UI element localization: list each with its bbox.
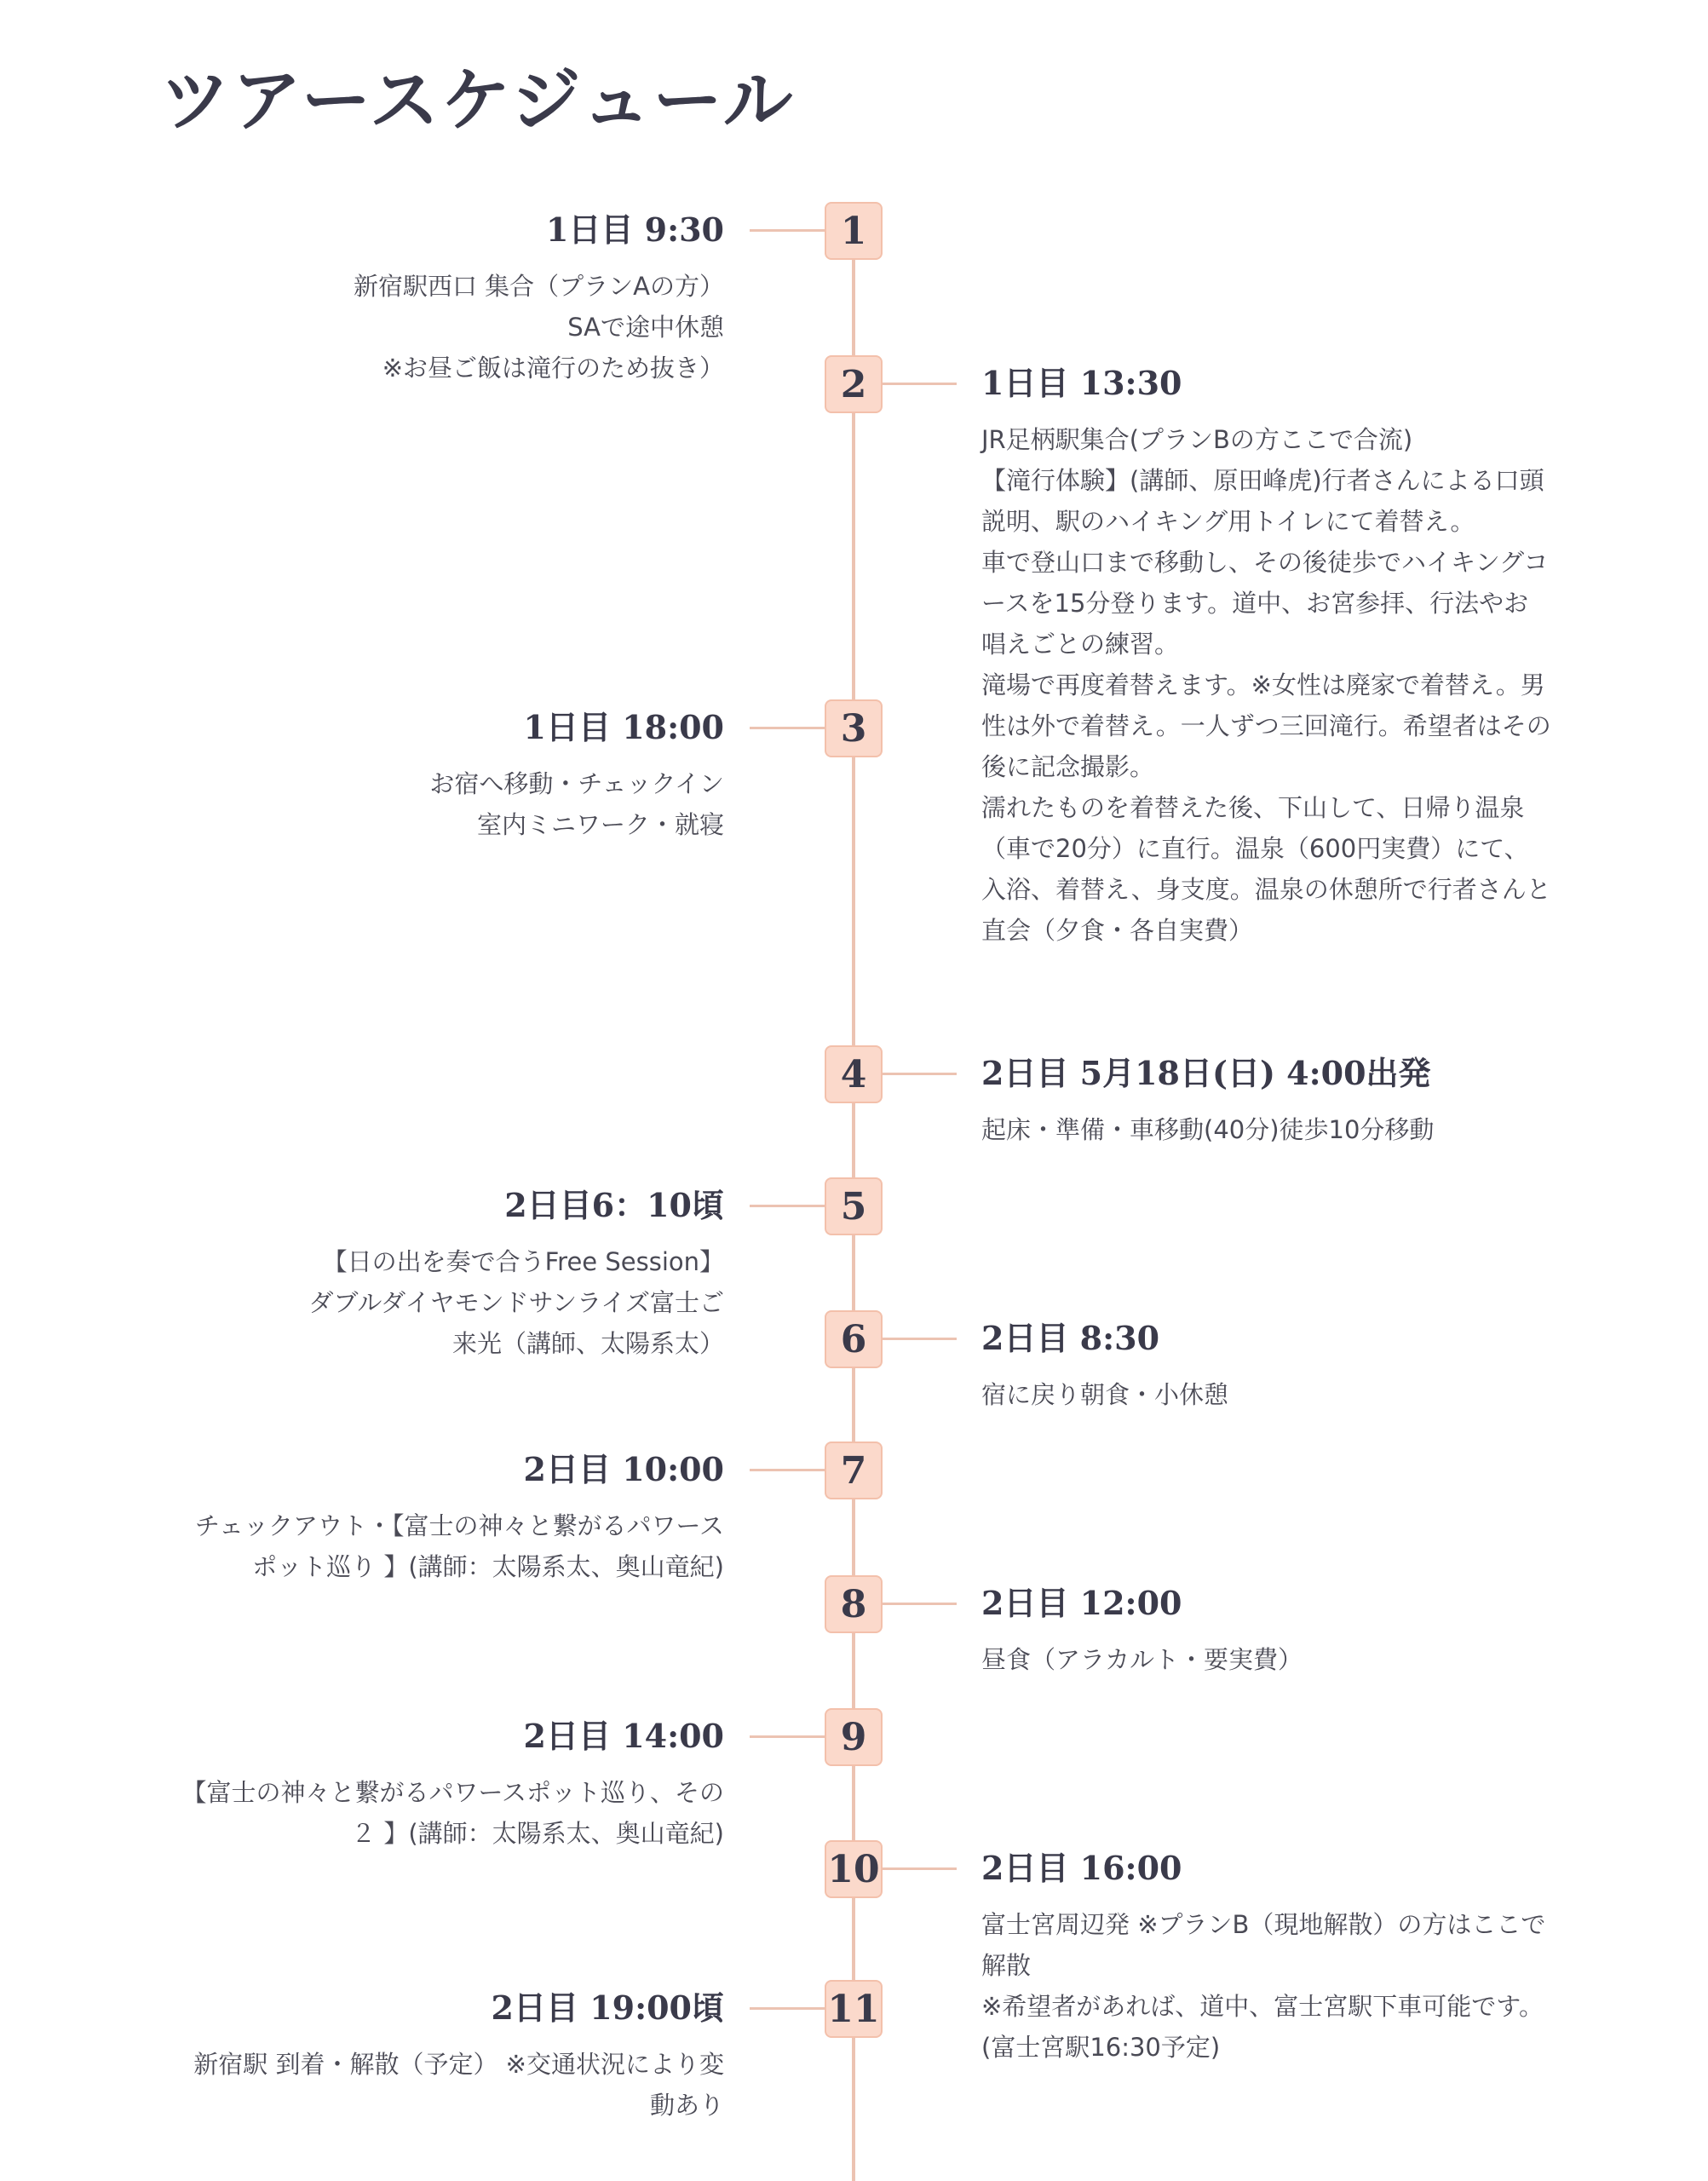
connector bbox=[882, 383, 957, 385]
event-description: JR足柄駅集合(プランBの方ここで合流) 【滝行体験】(講師、原田峰虎)行者さんによる口頭説明、駅のハイキング用トイレにて着替え。 車で登山口まで移動し、その後徒歩でハイキングコースを15分登ります。道中、お宮参拝、行法やお唱えごとの練習。 滝場で再度着替えます。※女性は廃家で着替え。男性は外で着替え。一人ずつ三回滝行。希望者はその後に記念撮影。 濡れたものを着替えた後、下山して、日帰り温泉（車で20分）に直行。温泉（600円実費）にて、入浴、着替え、身支度。温泉の休憩所で行者さんと直会（夕食・各自実費） bbox=[981, 425, 1551, 945]
connector bbox=[882, 1603, 957, 1605]
step-badge: 4 bbox=[825, 1045, 883, 1103]
event-time: 2日目 5月18日(日) 4:00出発 bbox=[981, 1054, 1431, 1092]
step-badge: 5 bbox=[825, 1177, 883, 1235]
event-description: 【日の出を奏で合うFree Session】 ダブルダイヤモンドサンライズ富士ご 来光（講師、太陽系太） bbox=[308, 1247, 724, 1358]
event-time: 2日目6：10頃 bbox=[504, 1186, 724, 1224]
step-badge: 10 bbox=[825, 1840, 883, 1898]
event-description: 富士宮周辺発 ※プランB（現地解散）の方はここで解散 ※希望者があれば、道中、富士宮駅下車可能です。(富士宮駅16:30予定) bbox=[981, 1910, 1546, 2062]
step-badge: 9 bbox=[825, 1708, 883, 1766]
step-badge: 11 bbox=[825, 1980, 883, 2038]
step-badge: 1 bbox=[825, 202, 883, 260]
event-time: 1日目 13:30 bbox=[981, 364, 1182, 402]
event-description: 新宿駅 到着・解散（予定） ※交通状況により変 動あり bbox=[193, 2050, 724, 2120]
event-description: お宿へ移動・チェックイン 室内ミニワーク・就寝 bbox=[429, 769, 724, 839]
event-description: チェックアウト・【富士の神々と繋がるパワース ポット巡り 】(講師：太陽系太、奥山竜紀) bbox=[194, 1511, 724, 1581]
connector bbox=[750, 1735, 826, 1738]
event-time: 1日目 18:00 bbox=[523, 708, 724, 746]
event-time: 2日目 14:00 bbox=[523, 1717, 724, 1755]
event-time: 2日目 10:00 bbox=[523, 1450, 724, 1488]
event-description: 新宿駅西口 集合（プランAの方） SAで途中休憩 ※お昼ご飯は滝行のため抜き） bbox=[353, 272, 724, 383]
event-time: 2日目 19:00頃 bbox=[491, 1988, 724, 2027]
step-badge: 8 bbox=[825, 1575, 883, 1633]
connector bbox=[882, 1867, 957, 1870]
event-description: 【富士の神々と繋がるパワースポット巡り、その ２ 】(講師：太陽系太、奥山竜紀) bbox=[181, 1778, 724, 1848]
event-description: 宿に戻り朝食・小休憩 bbox=[981, 1380, 1229, 1409]
connector bbox=[882, 1073, 957, 1075]
step-badge: 2 bbox=[825, 355, 883, 413]
event-description: 起床・準備・車移動(40分)徒歩10分移動 bbox=[981, 1115, 1435, 1144]
event-time: 1日目 9:30 bbox=[545, 210, 724, 249]
connector bbox=[750, 1469, 826, 1471]
connector bbox=[750, 2007, 826, 2010]
page-title: ツアースケジュール bbox=[160, 60, 795, 141]
connector bbox=[750, 727, 826, 729]
step-badge: 7 bbox=[825, 1442, 883, 1499]
event-time: 2日目 12:00 bbox=[981, 1584, 1182, 1622]
connector bbox=[750, 1205, 826, 1207]
step-badge: 6 bbox=[825, 1310, 883, 1368]
step-badge: 3 bbox=[825, 699, 883, 757]
connector bbox=[750, 229, 826, 232]
event-description: 昼食（アラカルト・要実費） bbox=[981, 1645, 1303, 1674]
event-time: 2日目 16:00 bbox=[981, 1849, 1182, 1887]
connector bbox=[882, 1338, 957, 1340]
event-time: 2日目 8:30 bbox=[981, 1319, 1160, 1357]
